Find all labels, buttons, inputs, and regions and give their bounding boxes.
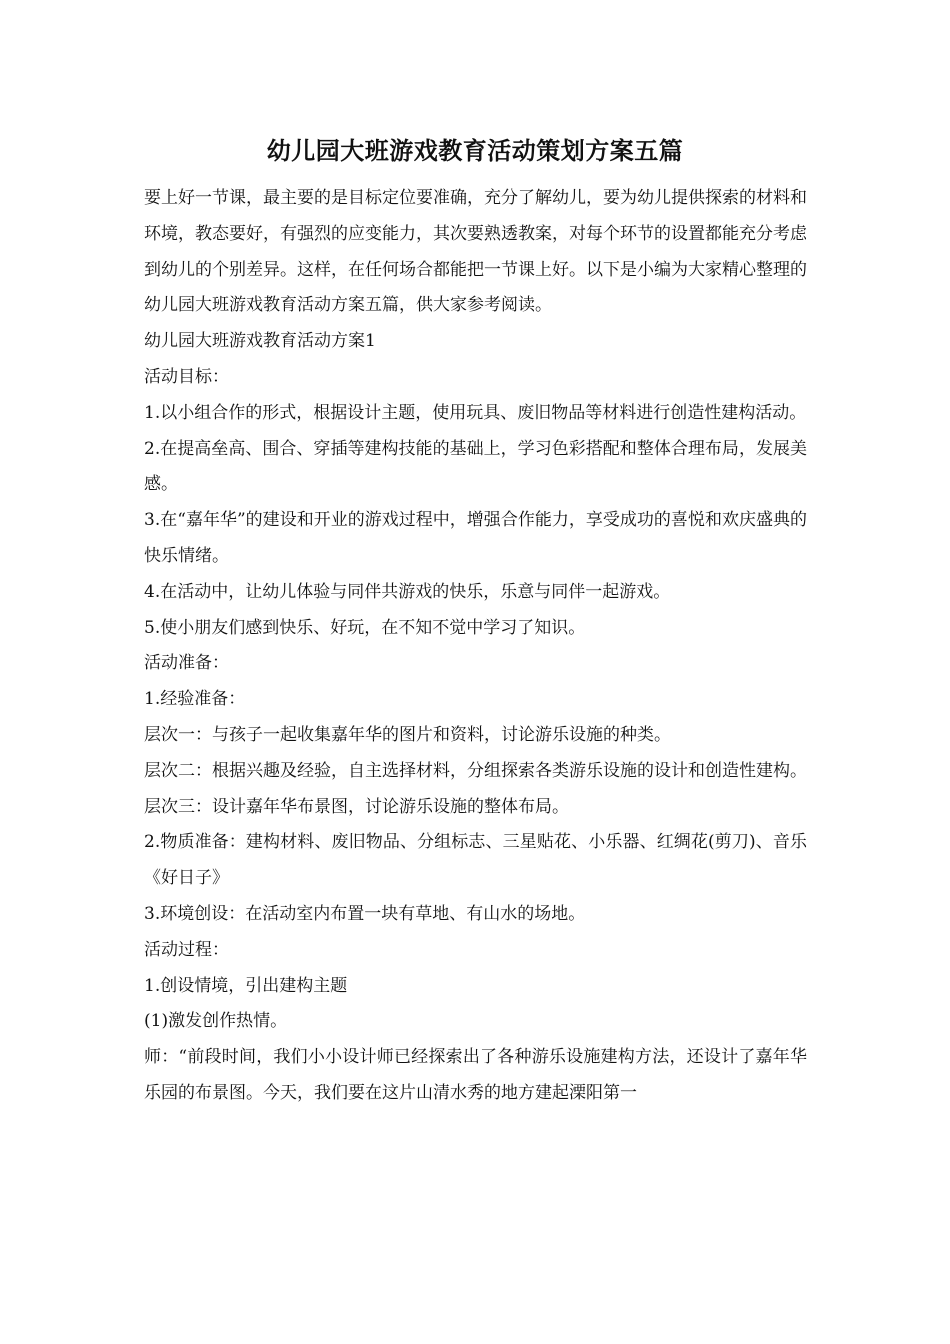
subsection-heading: 活动目标： <box>144 366 229 387</box>
document-body <box>144 181 807 1112</box>
list-item: 1.以小组合作的形式，根据设计主题，使用玩具、废旧物品等材料进行创造性建构活动。 <box>144 402 807 423</box>
text-paragraph: 层次一：与孩子一起收集嘉年华的图片和资料，讨论游乐设施的种类。 <box>144 724 671 745</box>
subsection-heading: 活动过程： <box>144 939 229 960</box>
text-paragraph: 师：“前段时间，我们小小设计师已经探索出了各种游乐设施建构方法，还设计了嘉年华乐园的布景图。今天，我们要在这片山清水秀的地方建起溧阳第一 <box>144 1047 807 1103</box>
intro-paragraph: 要上好一节课，最主要的是目标定位要准确，充分了解幼儿，要为幼儿提供探索的材料和环境，教态要好，有强烈的应变能力，其次要熟透教案，对每个环节的设置都能充分考虑到幼儿的个别差异。这样，在任何场合都能把一节课上好。以下是小编为大家精心整理的幼儿园大班游戏教育活动方案五篇，供大家参考阅读。 <box>144 188 807 316</box>
list-item: (1)激发创作热情。 <box>144 1011 288 1032</box>
document-title: 幼儿园大班游戏教育活动策划方案五篇 <box>266 136 684 165</box>
list-item: 4.在活动中，让幼儿体验与同伴共游戏的快乐，乐意与同伴一起游戏。 <box>144 581 671 602</box>
list-item: 2.在提高垒高、围合、穿插等建构技能的基础上，学习色彩搭配和整体合理布局，发展美感。 <box>144 438 807 495</box>
list-item: 1.经验准备： <box>144 689 246 710</box>
list-item: 1.创设情境，引出建构主题 <box>144 975 348 996</box>
list-item: 5.使小朋友们感到快乐、好玩，在不知不觉中学习了知识。 <box>144 617 586 638</box>
list-item: 3.环境创设：在活动室内布置一块有草地、有山水的场地。 <box>144 903 586 924</box>
section-heading: 幼儿园大班游戏教育活动方案1 <box>144 331 376 352</box>
subsection-heading: 活动准备： <box>144 653 229 674</box>
text-paragraph: 层次二：根据兴趣及经验，自主选择材料，分组探索各类游乐设施的设计和创造性建构。 <box>144 760 807 781</box>
list-item: 3.在“嘉年华”的建设和开业的游戏过程中，增强合作能力，享受成功的喜悦和欢庆盛典的快乐情绪。 <box>144 510 807 566</box>
list-item: 2.物质准备：建构材料、废旧物品、分组标志、三星贴花、小乐器、红绸花(剪刀)、音乐《好日子》 <box>144 832 807 889</box>
text-paragraph: 层次三：设计嘉年华布景图，讨论游乐设施的整体布局。 <box>144 796 569 817</box>
